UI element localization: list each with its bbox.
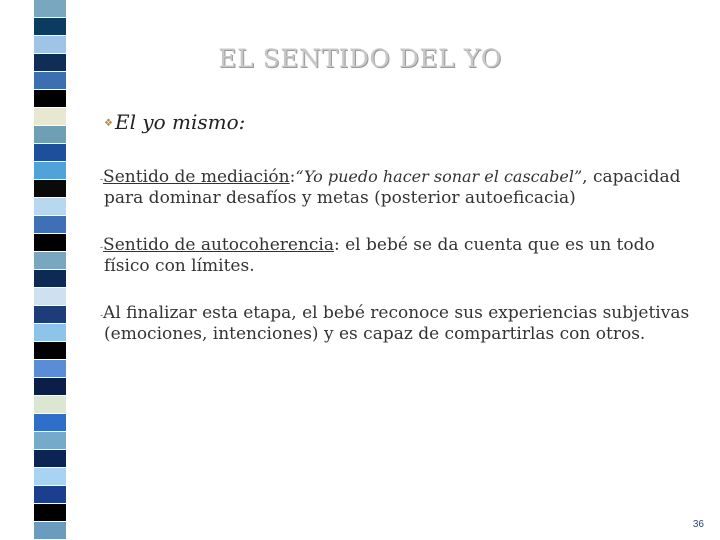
list-item-finalizar [100, 303, 704, 344]
stripe-block [34, 0, 66, 18]
colon: : [289, 167, 296, 187]
stripe-block [34, 360, 66, 378]
stripe-block [34, 18, 66, 36]
stripe-block [34, 288, 66, 306]
decorative-stripe [0, 0, 68, 540]
list-item-mediacion [100, 167, 704, 208]
stripe-block [34, 90, 66, 108]
item-text: : el bebé se da cuenta que es un todo físico con límites. [104, 235, 655, 276]
stripe-block [34, 432, 66, 450]
stripe-block [34, 522, 66, 540]
stripe-block [34, 180, 66, 198]
term-autocoherencia: Sentido de autocoherencia [103, 235, 334, 255]
diamond-bullet-icon: ❖ [104, 118, 113, 129]
heading-text: El yo mismo: [114, 110, 246, 134]
stripe-block [34, 342, 66, 360]
dash-marker: - [100, 311, 104, 321]
dash-marker: - [100, 243, 104, 253]
dash-marker: - [100, 175, 104, 185]
section-heading [104, 110, 245, 134]
stripe-block [34, 486, 66, 504]
stripe-block [34, 414, 66, 432]
stripe-block [34, 504, 66, 522]
slide-title: EL SENTIDO DEL YO [218, 44, 502, 73]
stripe-block [34, 252, 66, 270]
stripe-block [34, 306, 66, 324]
stripe-block [34, 216, 66, 234]
stripe-block [34, 162, 66, 180]
stripe-block [34, 270, 66, 288]
stripe-block [34, 144, 66, 162]
stripe-block [34, 378, 66, 396]
term-mediacion: Sentido de mediación [103, 167, 290, 187]
stripe-block [34, 324, 66, 342]
stripe-block [34, 72, 66, 90]
item-text: Al finalizar esta etapa, el bebé reconoce sus experiencias subjetivas (emociones, intenciones) y es capaz de compartirlas con otros. [103, 303, 690, 344]
page-number: 36 [692, 519, 704, 530]
stripe-block [34, 198, 66, 216]
stripe-block [34, 234, 66, 252]
stripe-block [34, 126, 66, 144]
item-text: , capacidad para dominar desafíos y metas (posterior autoeficacia) [104, 167, 681, 208]
quote-text: “Yo puedo hacer sonar el cascabel” [295, 167, 583, 186]
stripe-block [34, 468, 66, 486]
stripe-block [34, 108, 66, 126]
stripe-block [34, 396, 66, 414]
list-item-autocoherencia [100, 235, 704, 276]
stripe-block [34, 450, 66, 468]
